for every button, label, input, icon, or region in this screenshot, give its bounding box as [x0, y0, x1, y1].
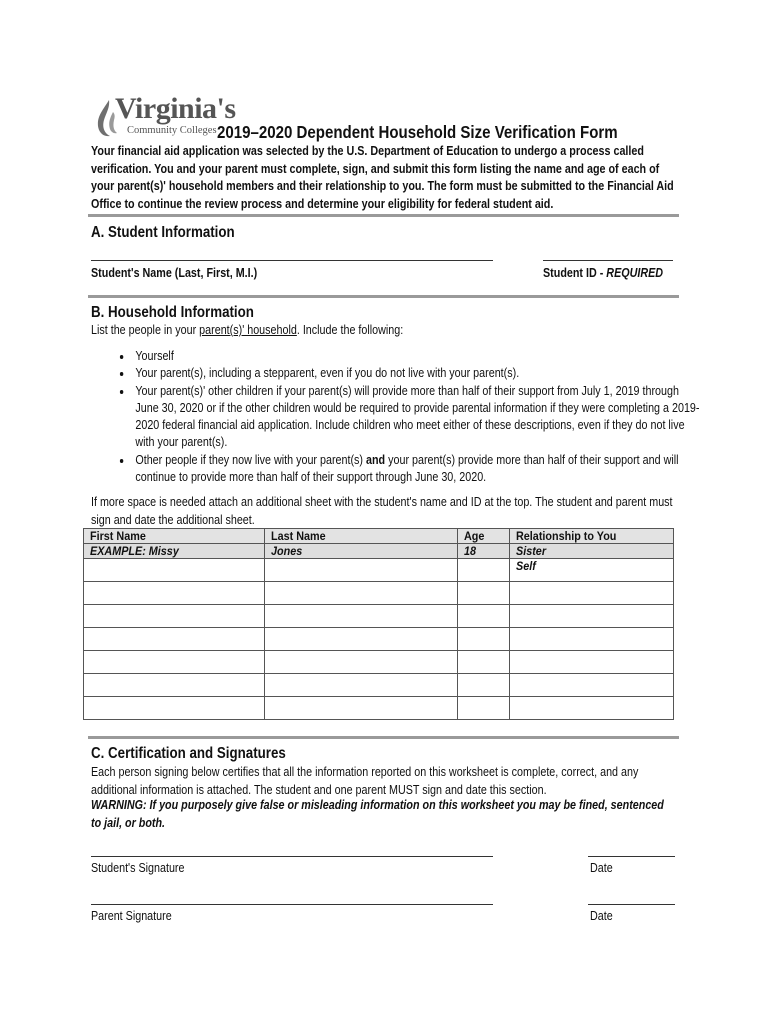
parent-signature-label: Parent Signature	[91, 909, 172, 923]
parent-date-label: Date	[590, 909, 613, 923]
cell-first-name[interactable]	[84, 559, 265, 582]
cell-age[interactable]	[458, 697, 510, 720]
warning-text: WARNING: If you purposely give false or misleading information on this worksheet you may be fined, sentenced to jail, or both.	[91, 798, 664, 830]
student-id-label	[543, 266, 663, 280]
list-item	[132, 452, 700, 487]
table-row	[84, 628, 674, 651]
cell-last-name[interactable]	[265, 697, 458, 720]
cell-age[interactable]	[458, 674, 510, 697]
section-b-title: B. Household Information	[91, 304, 254, 321]
table-row	[84, 697, 674, 720]
bullet4-bold: and	[366, 452, 386, 467]
vccs-logo	[95, 92, 236, 144]
cell-first-name[interactable]	[84, 651, 265, 674]
section-a-title: A. Student Information	[91, 224, 235, 241]
cell-age[interactable]	[458, 559, 510, 582]
table-header-row	[84, 529, 674, 544]
section-divider	[88, 736, 679, 739]
student-name-label: Student's Name (Last, First, M.I.)	[91, 266, 258, 280]
section-c-title: C. Certification and Signatures	[91, 745, 286, 762]
student-id-line[interactable]	[543, 260, 673, 261]
parent-date-line[interactable]	[588, 904, 675, 905]
cell-last-name[interactable]	[265, 582, 458, 605]
table-row	[84, 651, 674, 674]
table-row-self	[84, 559, 674, 582]
student-signature-line[interactable]	[91, 856, 493, 857]
example-last-name: Jones	[265, 544, 458, 559]
cell-relationship[interactable]	[510, 651, 674, 674]
student-id-required: REQUIRED	[606, 266, 664, 280]
cell-relationship[interactable]	[510, 628, 674, 651]
student-name-line[interactable]	[91, 260, 493, 261]
extra-space-note: If more space is needed attach an additional sheet with the student's name and ID at the top. The student and parent must sign and date the additional sheet.	[91, 495, 673, 527]
table-row	[84, 605, 674, 628]
student-signature-label: Student's Signature	[91, 861, 185, 875]
example-first-name: EXAMPLE: Missy	[84, 544, 265, 559]
form-title: 2019–2020 Dependent Household Size Verification Form	[217, 122, 618, 142]
logo-name: Virginia's	[115, 92, 236, 125]
cell-last-name[interactable]	[265, 674, 458, 697]
cell-last-name[interactable]	[265, 628, 458, 651]
household-criteria-list	[113, 348, 700, 486]
cell-last-name[interactable]	[265, 559, 458, 582]
table-row-example	[84, 544, 674, 559]
table-row	[84, 582, 674, 605]
cell-relationship[interactable]	[510, 697, 674, 720]
cell-first-name[interactable]	[84, 582, 265, 605]
cell-age[interactable]	[458, 651, 510, 674]
table-row	[84, 674, 674, 697]
example-age: 18	[458, 544, 510, 559]
bullet4-suffix: your parent(s) provide more than half of their support and will continue to provide more than half of their support through June 30, 2020.	[135, 452, 679, 485]
household-lead-prefix: List the people in your	[91, 323, 200, 337]
header-first-name: First Name	[84, 529, 265, 544]
certification-text: Each person signing below certifies that all the information reported on this worksheet is complete, correct, and any additional information is attached. The student and one parent MUST sign and date this section.	[91, 765, 639, 797]
example-relationship: Sister	[510, 544, 674, 559]
cell-relationship[interactable]	[510, 605, 674, 628]
cell-last-name[interactable]	[265, 651, 458, 674]
header-relationship: Relationship to You	[510, 529, 674, 544]
list-item: • Your parent(s), including a stepparent, even if you do not live with your parent(s).	[132, 365, 700, 382]
household-table	[83, 528, 674, 720]
household-lead	[91, 323, 403, 337]
cell-first-name[interactable]	[84, 628, 265, 651]
household-lead-suffix: . Include the following:	[296, 323, 404, 337]
household-lead-underlined: parent(s)' household	[199, 323, 297, 337]
list-item: • Your parent(s)' other children if your parent(s) will provide more than half of their support from July 1, 2019 through June 30, 2020 or if the other children would be required to provide parental information if they were completing a 2019-2020 federal financial aid application. Include children who meet either of these descriptions, even if they do not live with your parent(s).	[132, 383, 700, 452]
cell-relationship-self: Self	[510, 559, 674, 582]
list-item: • Yourself	[132, 348, 700, 365]
cell-relationship[interactable]	[510, 582, 674, 605]
intro-paragraph: Your financial aid application was selected by the U.S. Department of Education to undergo a process called verification. You and your parent must complete, sign, and submit this form listing the name and age of each of your parent(s)' household members and their relationship to you. The form must be submitted to the Financial Aid Office to continue the review process and determine your eligibility for federal student aid.	[91, 144, 674, 211]
cell-age[interactable]	[458, 605, 510, 628]
cell-first-name[interactable]	[84, 605, 265, 628]
cell-last-name[interactable]	[265, 605, 458, 628]
logo-subtitle: Community Colleges	[127, 125, 217, 136]
cell-first-name[interactable]	[84, 697, 265, 720]
student-date-label: Date	[590, 861, 613, 875]
cell-age[interactable]	[458, 582, 510, 605]
parent-signature-line[interactable]	[91, 904, 493, 905]
cell-age[interactable]	[458, 628, 510, 651]
cell-relationship[interactable]	[510, 674, 674, 697]
student-id-label-text: Student ID -	[543, 266, 607, 280]
section-divider	[88, 214, 679, 217]
cell-first-name[interactable]	[84, 674, 265, 697]
bullet4-prefix: Other people if they now live with your parent(s)	[135, 452, 367, 467]
header-age: Age	[458, 529, 510, 544]
header-last-name: Last Name	[265, 529, 458, 544]
section-divider	[88, 295, 679, 298]
student-date-line[interactable]	[588, 856, 675, 857]
